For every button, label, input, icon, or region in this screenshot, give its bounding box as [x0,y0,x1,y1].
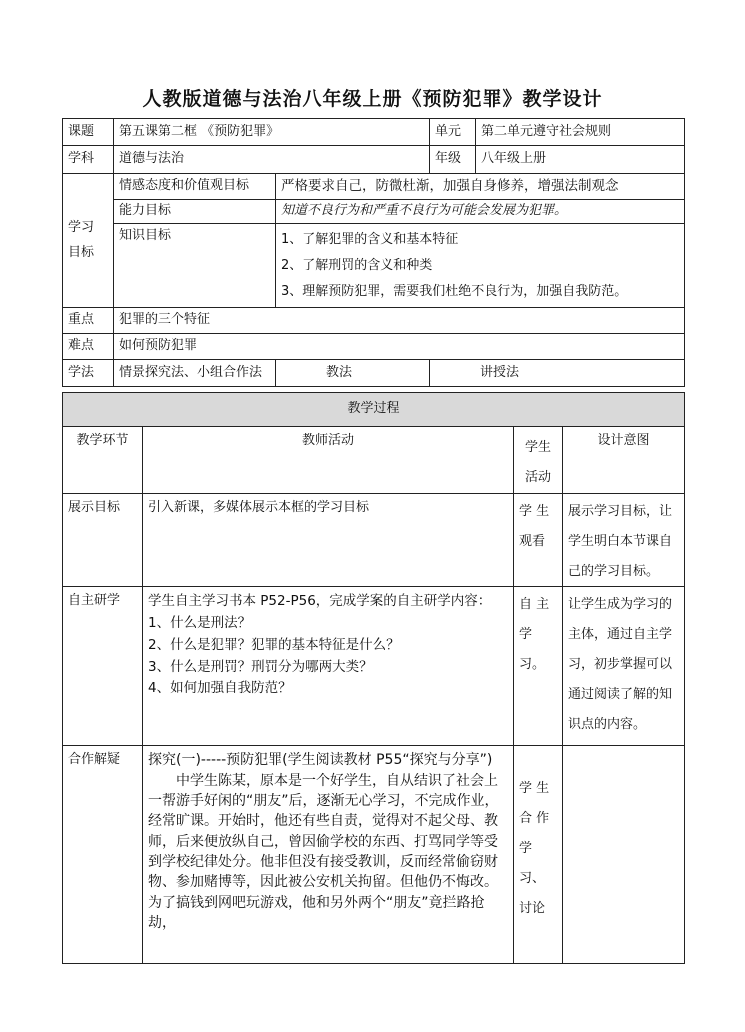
study-method-label: 学法 [63,360,114,387]
self-study-question: 4、如何加强自我防范？ [148,680,292,697]
student-self-study [514,587,563,746]
stage-self-study: 自主研学 [63,587,143,746]
grade-label: 年级 [430,146,476,174]
header-student [514,427,563,494]
difficult-point-value: 如何预防犯罪 [114,334,685,360]
self-study-question: 1、什么是刑法？ [148,615,252,632]
knowledge-item: 2、了解刑罚的含义和种类 [281,257,433,273]
grade-value: 八年级上册 [476,146,685,174]
key-point-value: 犯罪的三个特征 [114,308,685,334]
header-stage: 教学环节 [63,427,143,494]
discipline-value: 道德与法治 [114,146,430,174]
goal-text-emotion: 严格要求自己，防微杜渐，加强自身修养，增强法制观念 [276,174,685,200]
unit-value: 第二单元遵守社会规则 [476,119,685,146]
teacher-show-goals: 引入新课，多媒体展示本框的学习目标 [143,493,514,587]
header-teacher: 教师活动 [143,427,514,494]
teaching-process-table [62,392,685,964]
stage-cooperate: 合作解疑 [63,746,143,964]
student-cooperate [514,746,563,964]
process-heading: 教学过程 [63,393,685,427]
student-show-goals-text: 学 生 观看 [519,503,550,549]
teacher-cooperate [143,746,514,964]
self-study-question: 2、什么是犯罪？犯罪的基本特征是什么？ [148,636,400,653]
teaching-method-label-text: 教法 [326,364,353,380]
teaching-method-label [276,360,430,387]
explore-heading: 探究(一)-----预防犯罪(学生阅读教材 P55“探究与分享”) [148,752,493,769]
header-student-text: 学生活动 [524,440,551,485]
student-self-study-text: 自 主 学习。 [519,597,550,673]
stage-show-goals: 展示目标 [63,493,143,587]
teaching-method-value [430,360,685,387]
goals-label [63,174,114,308]
student-show-goals [514,493,563,587]
goal-type-knowledge: 知识目标 [114,224,276,308]
goal-knowledge-list [276,224,685,308]
discipline-label: 学科 [63,146,114,174]
knowledge-item: 1、了解犯罪的含义和基本特征 [281,231,459,247]
goal-type-ability: 能力目标 [114,200,276,224]
knowledge-item: 3、理解预防犯罪，需要我们杜绝不良行为，加强自我防范。 [281,283,628,299]
self-study-question: 3、什么是刑罚？刑罚分为哪两大类？ [148,658,373,675]
teaching-method-value-text: 讲授法 [480,364,520,380]
goal-text-ability: 知道不良行为和严重不良行为可能会发展为犯罪。 [276,200,685,224]
key-point-label: 重点 [63,308,114,334]
goals-label-text: 学习目标 [68,219,95,260]
header-intent: 设计意图 [563,427,685,494]
goal-type-emotion: 情感态度和价值观目标 [114,174,276,200]
case-story: 中学生陈某，原本是一个好学生，自从结识了社会上一帮游手好闲的“朋友”后，逐渐无心学习，不完成作业，经常旷课。开始时，他还有些自责，觉得对不起父母、教师，后来便放纵自己，曾因偷学校的东西、打骂同学等受到学校纪律处分。他非但没有接受教训，反而经常偷窃财物、参加赌博等，因此被公安机关拘留。但他仍不悔改。为了搞钱到网吧玩游戏，他和另外两个“朋友”竟拦路抢劫， [148,772,499,931]
intent-cooperate [563,746,685,964]
subject-value: 第五课第二框 《预防犯罪》 [114,119,430,146]
study-method-value: 情景探究法、小组合作法 [114,360,276,387]
subject-label: 课题 [63,119,114,146]
difficult-point-label: 难点 [63,334,114,360]
intent-self-study: 让学生成为学习的主体，通过自主学习，初步掌握可以通过阅读了解的知识点的内容。 [563,587,685,746]
self-study-intro: 学生自主学习书本 P52-P56，完成学案的自主研学内容： [148,593,492,610]
lesson-info-table [62,118,685,387]
teacher-self-study [143,587,514,746]
unit-label: 单元 [430,119,476,146]
student-cooperate-text: 学 生 合 作 学习、讨论 [519,781,550,917]
document-title: 人教版道德与法治八年级上册《预防犯罪》教学设计 [142,88,603,110]
intent-show-goals: 展示学习目标，让学生明白本节课自己的学习目标。 [563,493,685,587]
